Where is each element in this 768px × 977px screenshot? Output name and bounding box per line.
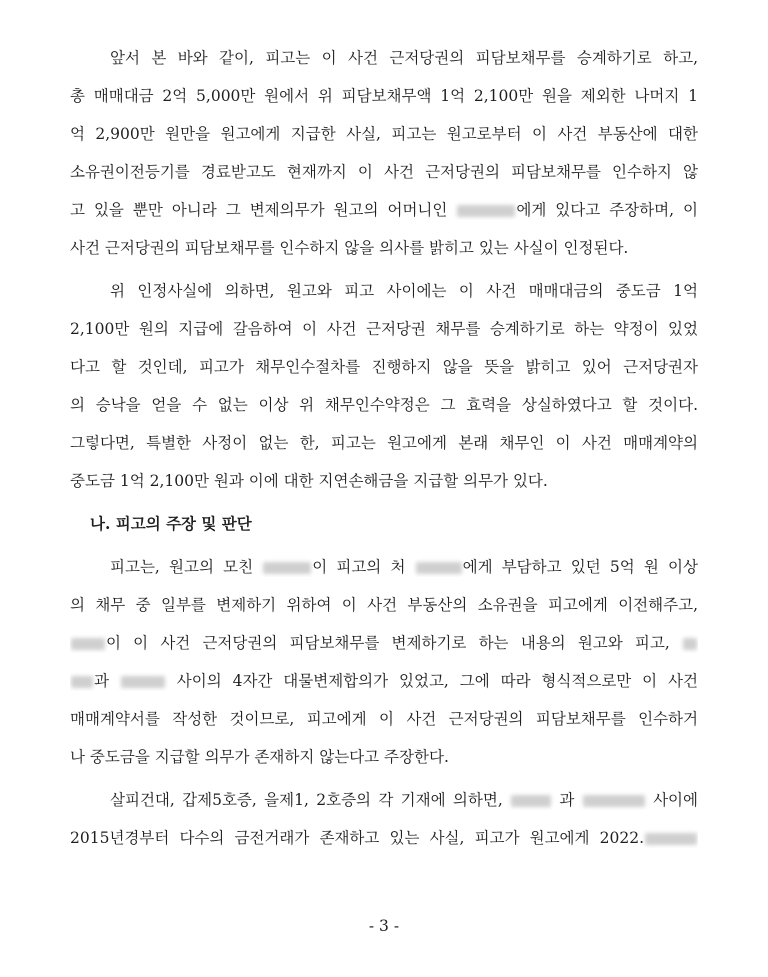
redacted-name <box>71 676 93 688</box>
redacted-name <box>457 205 515 217</box>
text-line: 총 매매대금 2억 5,000만 원에서 위 피담보채무액 1억 2,100만 원을 제외한 나머지 1 <box>70 87 698 105</box>
text-line: 의 채무 중 일부를 변제하기 위하여 이 사건 부동산의 소유권을 피고에게 이전해주고, <box>70 596 698 614</box>
text-line: 억 2,900만 원만을 원고에게 지급한 사실, 피고는 원고로부터 이 사건 부동산에 대한 <box>70 125 698 143</box>
redacted-name <box>121 676 165 688</box>
text-line: 나 중도금을 지급할 의무가 존재하지 않는다고 주장한다. <box>70 748 449 766</box>
section-heading: 나. 피고의 주장 및 판단 <box>90 514 252 533</box>
text-line: 사건 근저당권의 피담보채무를 인수하지 않을 의사를 밝히고 있는 사실이 인정된다. <box>70 239 629 257</box>
redacted-name <box>71 638 105 650</box>
redacted-date <box>645 833 697 845</box>
text-line: 그렇다면, 특별한 사정이 없는 한, 피고는 원고에게 본래 채무인 이 사건 매매계약의 <box>70 434 698 452</box>
redacted-name <box>416 562 462 574</box>
text-line: 과 사이의 4자간 대물변제합의가 있었고, 그에 따라 형식적으로만 이 사건 <box>70 671 698 691</box>
text-line: 살피건대, 갑제5호증, 을제1, 2호증의 각 기재에 의하면, 과 사이에 <box>110 791 698 809</box>
text-line: 피고는, 원고의 모친 이 피고의 처 에게 부담하고 있던 5억 원 이상 <box>110 558 698 576</box>
text-line: 중도금 1억 2,100만 원과 이에 대한 지연손해금을 지급할 의무가 있다. <box>70 472 548 490</box>
text-line: 2,100만 원의 지급에 갈음하여 이 사건 근저당권 채무를 승계하기로 하는 약정이 있었 <box>70 320 698 338</box>
text-line: 매매계약서를 작성한 것이므로, 피고에게 이 사건 근저당권의 피담보채무를 인수하거 <box>70 710 698 728</box>
text-line: 의 승낙을 얻을 수 없는 이상 위 채무인수약정은 그 효력을 상실하였다고 할 것이다. <box>70 396 698 414</box>
text-line: 이 이 사건 근저당권의 피담보채무를 변제하기로 하는 내용의 원고와 피고, <box>70 633 698 653</box>
text-line: 위 인정사실에 의하면, 원고와 피고 사이에는 이 사건 매매대금의 중도금 1억 <box>110 282 698 300</box>
text-line: 고 있을 뿐만 아니라 그 변제의무가 원고의 어머니인 에게 있다고 주장하며, 이 <box>70 201 698 219</box>
page-number: - 3 - <box>368 917 400 935</box>
text-line: 앞서 본 바와 같이, 피고는 이 사건 근저당권의 피담보채무를 승계하기로 하고, <box>110 49 698 67</box>
redacted-name <box>683 638 697 650</box>
redacted-name <box>511 795 551 807</box>
text-line: 소유권이전등기를 경료받고도 현재까지 이 사건 근저당권의 피담보채무를 인수하지 않 <box>70 163 698 181</box>
redacted-name <box>583 795 645 807</box>
text-line: 다고 할 것인데, 피고가 채무인수절차를 진행하지 않을 뜻을 밝히고 있어 근저당권자 <box>70 358 698 376</box>
redacted-name <box>263 562 311 574</box>
text-line: 2015년경부터 다수의 금전거래가 존재하고 있는 사실, 피고가 원고에게 2022. <box>70 828 698 848</box>
